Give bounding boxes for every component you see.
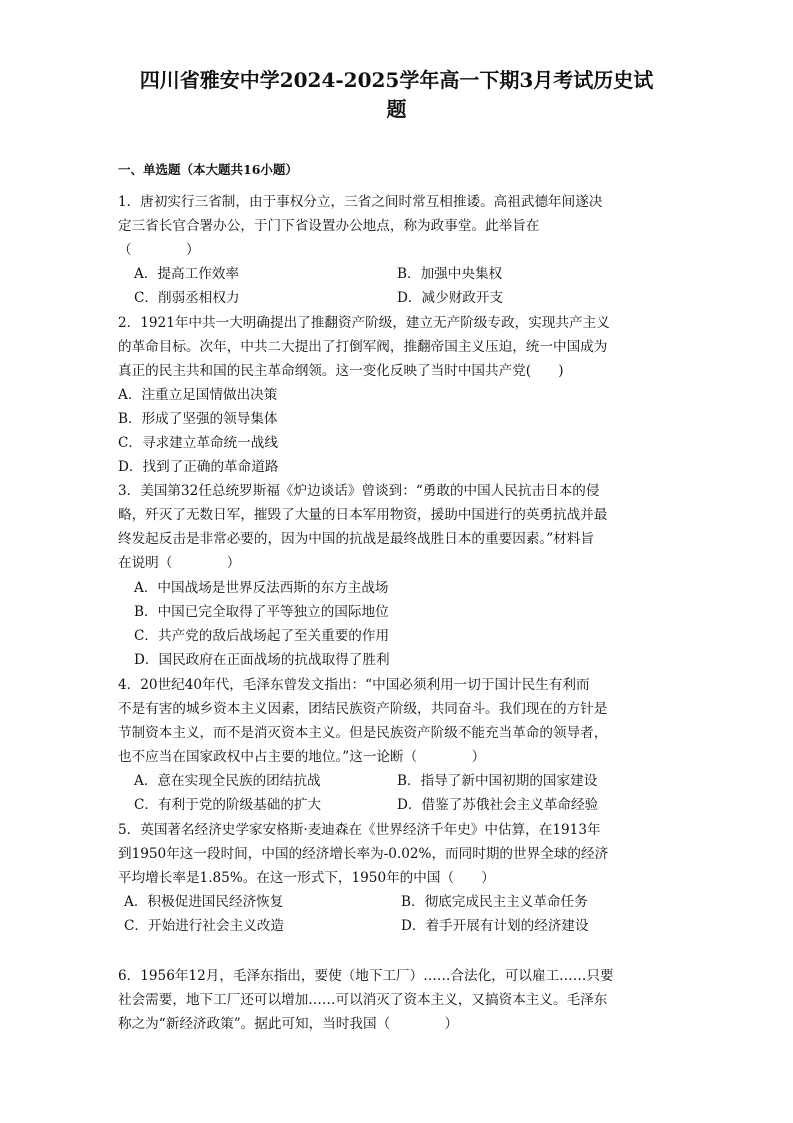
question-stem-line: 3．美国第32任总统罗斯福《炉边谈话》曾谈到：“勇敢的中国人民抗击日本的侵 (118, 483, 600, 499)
question-stem-line: 2．1921年中共一大明确提出了推翻资产阶级，建立无产阶级专政，实现共产主义 (118, 315, 610, 331)
title-line-1: 四川省雅安中学2024-2025学年高一下期3月考试历史试 (139, 68, 654, 92)
option-d: D．着手开展有计划的经济建设 (401, 918, 589, 934)
option-d: D．借鉴了苏俄社会主义革命经验 (397, 797, 599, 813)
question-stem-line: 在说明（ ） (118, 555, 241, 571)
section-heading: 一、单选题（本大题共16小题） (118, 162, 298, 177)
option-c: C．削弱丞相权力 (134, 290, 240, 306)
title-line-2: 题 (386, 97, 407, 121)
option-a: A．积极促进国民经济恢复 (124, 894, 284, 910)
question-stem-line: 略，歼灭了无数日军，摧毁了大量的日本军用物资，援助中国进行的英勇抗战并最 (118, 507, 608, 523)
question-stem-line: 4．20世纪40年代，毛泽东曾发文指出：“中国必须利用一切于国计民生有利而 (118, 677, 590, 693)
option-b: B．指导了新中国初期的国家建设 (397, 773, 598, 789)
question-stem-line: 不是有害的城乡资本主义因素，团结民族资产阶级，共同奋斗。我们现在的方针是 (118, 701, 608, 717)
question-stem-line: 到1950年这一段时间，中国的经济增长率为-0.02%，而同时期的世界全球的经济 (118, 846, 609, 862)
question-stem-line: 5．英国著名经济史学家安格斯·麦迪森在《世界经济千年史》中估算，在1913年 (118, 822, 601, 838)
option-c: C．有利于党的阶级基础的扩大 (134, 797, 322, 813)
question-stem-line: （ ） (118, 242, 200, 258)
question-stem-line: 1．唐初实行三省制，由于事权分立，三省之间时常互相推诿。高祖武德年间遂决 (118, 194, 603, 210)
option-c: C．共产党的敌后战场起了至关重要的作用 (134, 628, 390, 644)
question-stem-line: 社会需要，地下工厂还可以增加……可以消灭了资本主义，又搞资本主义。毛泽东 (118, 992, 608, 1008)
question-stem-line: 也不应当在国家政权中占主要的地位。”这一论断（ ） (118, 749, 486, 765)
question-stem-line: 真正的民主共和国的民主革命纲领。这一变化反映了当时中国共产党( ) (118, 363, 564, 379)
question-stem-line: 终发起反击是非常必要的，因为中国的抗战是最终战胜日本的重要因素。”材料旨 (118, 531, 594, 547)
option-c: C．开始进行社会主义改造 (124, 918, 284, 934)
option-b: B．中国已完全取得了平等独立的国际地位 (134, 604, 389, 620)
option-b: B．彻底完成民主主义革命任务 (401, 894, 588, 910)
page-title (110, 66, 683, 124)
question-stem-line: 节制资本主义，而不是消灭资本主义。但是民族资产阶级不能充当革命的领导者， (118, 725, 608, 741)
question-stem-line: 6．1956年12月，毛泽东指出，要使（地下工厂）……合法化，可以雇工……只要 (118, 968, 614, 984)
question-stem-line: 平均增长率是1.85%。在这一形式下，1950年的中国（ ） (118, 870, 495, 886)
question-stem-line: 定三省长官合署办公，于门下省设置办公地点，称为政事堂。此举旨在 (118, 218, 540, 234)
option-b: B．形成了坚强的领导集体 (118, 411, 278, 427)
option-a: A．中国战场是世界反法西斯的东方主战场 (134, 580, 389, 596)
option-d: D．国民政府在正面战场的抗战取得了胜利 (134, 652, 390, 668)
option-a: A．提高工作效率 (134, 266, 239, 282)
option-a: A．意在实现全民族的团结抗战 (134, 773, 321, 789)
option-a: A．注重立足国情做出决策 (118, 387, 278, 403)
option-b: B．加强中央集权 (397, 266, 503, 282)
option-d: D．找到了正确的革命道路 (118, 459, 279, 475)
question-stem-line: 的革命目标。次年，中共二大提出了打倒军阀，推翻帝国主义压迫，统一中国成为 (118, 339, 608, 355)
option-d: D．减少财政开支 (397, 290, 504, 306)
option-c: C．寻求建立革命统一战线 (118, 435, 278, 451)
question-stem-line: 称之为“新经济政策”。据此可知，当时我国（ ） (118, 1016, 459, 1032)
